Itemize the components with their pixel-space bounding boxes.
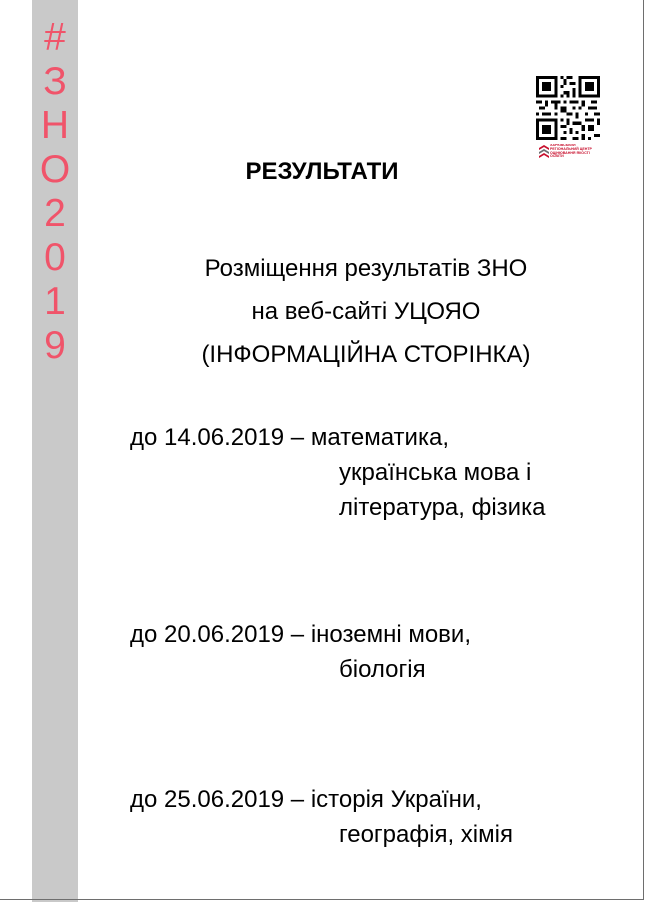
organization-logo bbox=[538, 143, 600, 161]
hashtag-char: # bbox=[44, 16, 66, 59]
schedule-subjects: географія, хімія bbox=[339, 821, 513, 848]
organization-logo-text: ХАРКІВСЬКИЙ РЕГІОНАЛЬНИЙ ЦЕНТР ОЦІНЮВАННЯ ЯКОСТІ ОСВІТИ bbox=[550, 144, 592, 159]
schedule-subjects: біологія bbox=[339, 656, 426, 683]
schedule-subjects: історія України, bbox=[310, 786, 482, 813]
hashtag-char: Н bbox=[40, 104, 70, 147]
schedule-date: до 25.06.2019 – bbox=[130, 786, 305, 813]
subtitle-line: (ІНФОРМАЦІЙНА СТОРІНКА) bbox=[201, 341, 531, 368]
page-title: РЕЗУЛЬТАТИ bbox=[245, 158, 399, 185]
schedule-first-line bbox=[130, 420, 630, 455]
schedule-entry bbox=[130, 782, 630, 852]
schedule-entry bbox=[130, 420, 630, 525]
hashtag-char: О bbox=[39, 148, 71, 191]
hashtag-char: 1 bbox=[44, 280, 66, 323]
schedule-entry bbox=[130, 617, 630, 687]
schedule-subjects: література, фізика bbox=[339, 494, 546, 521]
subtitle bbox=[150, 247, 582, 376]
hashtag-char: 2 bbox=[44, 192, 66, 235]
schedule-subjects: українська мова і bbox=[339, 459, 532, 486]
subtitle-line: Розміщення результатів ЗНО bbox=[204, 255, 528, 282]
hashtag-char: 9 bbox=[44, 324, 66, 367]
hashtag-char: 0 bbox=[44, 236, 66, 279]
schedule-date: до 14.06.2019 – bbox=[130, 424, 305, 451]
schedule-subjects: іноземні мови, bbox=[310, 621, 471, 648]
schedule-subjects: математика, bbox=[310, 424, 449, 451]
qr-code[interactable] bbox=[536, 76, 600, 140]
hashtag-zno2019-vertical bbox=[32, 16, 78, 368]
schedule-first-line bbox=[130, 782, 630, 817]
schedule-first-line bbox=[130, 617, 630, 652]
schedule-date: до 20.06.2019 – bbox=[130, 621, 305, 648]
hashtag-char: З bbox=[43, 60, 67, 103]
subtitle-line: на веб-сайті УЦОЯО bbox=[251, 298, 481, 325]
